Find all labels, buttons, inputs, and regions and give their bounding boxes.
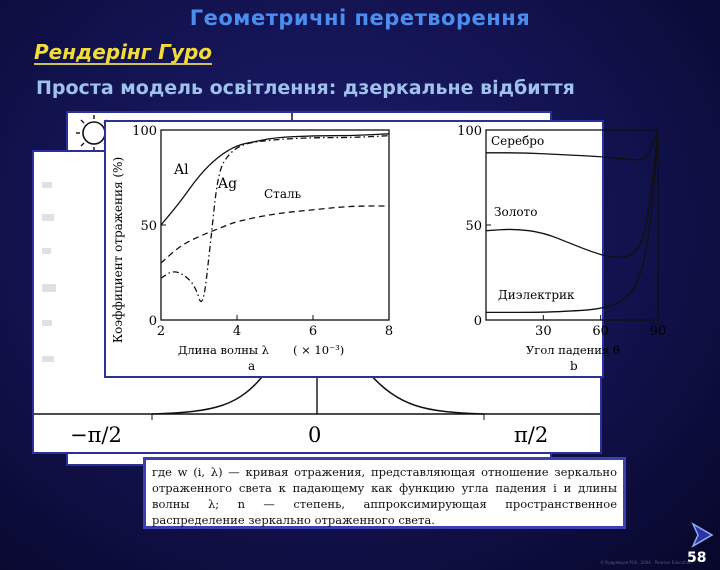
x-tick-label: 30 — [535, 324, 552, 339]
formula-caption: где w (i, λ) — кривая отражения, представляющая отношение зеркально отраженного света к падающему как функцию угла падения i и длины волны λ; n — степень, аппроксимирующая пространственное распределение зеркально отраженного света. — [143, 457, 626, 529]
chart-a-panel-label: a — [248, 359, 256, 373]
x-tick-label: 60 — [592, 324, 609, 339]
series-label: Сталь — [264, 187, 302, 201]
x-tick-label: 0 — [308, 423, 322, 447]
series-label: Ag — [218, 176, 238, 192]
y-tick-label: 100 — [132, 124, 157, 139]
x-tick-label: 6 — [308, 324, 318, 339]
series-label: Al — [174, 162, 189, 178]
chart-b-xlabel: Угол падения θ — [526, 343, 620, 357]
slide-title: Геометричні перетворення — [189, 6, 531, 30]
plot-frame — [161, 130, 389, 320]
x-tick-label: 90 — [649, 324, 667, 339]
series-line-b-1 — [486, 130, 658, 257]
series-line-b-2 — [486, 130, 658, 312]
x-tick-label: −π/2 — [70, 423, 122, 447]
x-tick-label: 2 — [156, 324, 166, 339]
y-tick-label: 0 — [148, 314, 157, 329]
y-tick-label: 0 — [473, 314, 482, 329]
slide-subtitle: Рендерінг Гуро — [34, 40, 212, 64]
series-label: Серебро — [491, 134, 545, 148]
series-label: Золото — [494, 205, 538, 219]
y-tick-label: 100 — [457, 124, 482, 139]
chart-b — [457, 124, 666, 339]
chart-a-xlabel: Длина волны λ — [178, 343, 269, 357]
series-line-a-2 — [161, 206, 389, 263]
chart-a-ylabel: Коэффициент отражения (%) — [111, 156, 125, 344]
chart-a — [132, 124, 393, 339]
page-number: 58 — [687, 550, 707, 566]
faded-scan-marks — [42, 182, 56, 362]
copyright-note: © Кудрявцев М.В., 2004 · Pearson Education — [600, 560, 692, 565]
series-label: Диэлектрик — [498, 288, 575, 302]
reflectance-charts — [106, 122, 667, 376]
x-tick-label: 4 — [232, 324, 242, 339]
series-line-a-1 — [161, 136, 389, 302]
slide-heading: Проста модель освітлення: дзеркальне відбиття — [36, 77, 575, 99]
x-tick-label: π/2 — [514, 423, 549, 447]
y-tick-label: 50 — [140, 219, 157, 234]
reflectance-charts-sheet — [104, 120, 667, 378]
chart-a-xlabel-unit: ( × 10⁻³) — [293, 343, 345, 357]
x-tick-label: 8 — [384, 324, 394, 339]
chart-b-panel-label: b — [570, 359, 578, 373]
next-slide-arrow-icon[interactable] — [690, 520, 716, 550]
y-tick-label: 50 — [465, 219, 482, 234]
series-line-a-0 — [161, 134, 389, 225]
